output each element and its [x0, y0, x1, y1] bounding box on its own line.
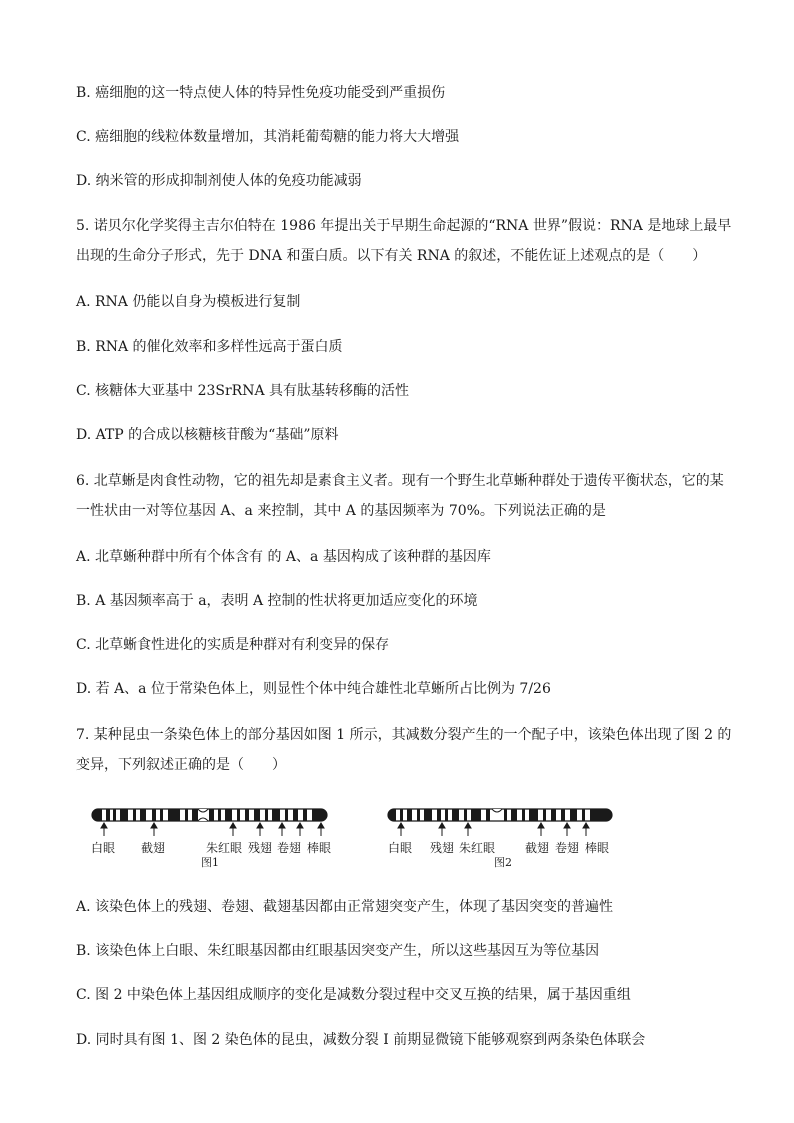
fig2-label-white-eye: 白眼: [388, 841, 413, 855]
fig2-label-curly-wing: 卷翅: [555, 841, 580, 855]
fig1-label-white-eye: 白眼: [91, 841, 116, 855]
q6-option-d: D. 若 A、a 位于常染色体上，则显性个体中纯合雄性北草蜥所占比例为 7/26: [76, 681, 551, 697]
q7-option-b: B. 该染色体上白眼、朱红眼基因都由红眼基因突变产生，所以这些基因互为等位基因: [76, 943, 600, 959]
q5-option-d: D. ATP 的合成以核糖核苷酸为“基础”原料: [76, 427, 339, 443]
q5-option-a: A. RNA 仍能以自身为模板进行复制: [76, 294, 301, 310]
q6-stem-line2: 一性状由一对等位基因 A、a 来控制，其中 A 的基因频率为 70%。下列说法正确的是: [76, 503, 606, 519]
fig1-label-vestigial-wing: 残翅: [248, 841, 273, 855]
fig1-label-curly-wing: 卷翅: [277, 841, 302, 855]
q7-option-a: A. 该染色体上的残翅、卷翅、截翅基因都由正常翅突变产生，体现了基因突变的普遍性: [76, 899, 614, 915]
chromosome-1: [92, 809, 327, 821]
fig1-caption: 图1: [201, 856, 219, 869]
q7-stem-line2: 变异，下列叙述正确的是（ ）: [76, 757, 286, 773]
fig2-arrows: [398, 823, 589, 836]
q4-option-b: B. 癌细胞的这一特点使人体的特异性免疫功能受到严重损伤: [76, 85, 446, 101]
fig1-label-vermilion-eye: 朱红眼: [206, 841, 243, 855]
q5-stem-line2: 出现的生命分子形式，先于 DNA 和蛋白质。以下有关 RNA 的叙述，不能佐证上述观点的是（ ）: [76, 248, 707, 264]
fig1-arrows: [101, 823, 324, 836]
q6-stem-line1: 6. 北草蜥是肉食性动物，它的祖先却是素食主义者。现有一个野生北草蜥种群处于遗传平衡状态，它的某: [76, 473, 724, 489]
q4-option-d: D. 纳米管的形成抑制剂使人体的免疫功能减弱: [76, 173, 362, 189]
fig2-label-bar-eye: 棒眼: [585, 841, 610, 855]
fig2-caption: 图2: [494, 856, 512, 869]
q6-option-a: A. 北草蜥种群中所有个体含有 的 A、a 基因构成了该种群的基因库: [76, 549, 491, 565]
fig2-label-vestigial-wing: 残翅: [430, 841, 455, 855]
q6-option-c: C. 北草蜥食性进化的实质是种群对有利变异的保存: [76, 637, 390, 653]
fig1-label-bar-eye: 棒眼: [307, 841, 332, 855]
q7-option-d: D. 同时具有图 1、图 2 染色体的昆虫，减数分裂 I 前期显微镜下能够观察到两条染色体联会: [76, 1032, 646, 1048]
q7-option-c: C. 图 2 中染色体上基因组成顺序的变化是减数分裂过程中交叉互换的结果，属于基因重组: [76, 987, 631, 1003]
fig2-label-vermilion-eye: 朱红眼: [459, 841, 496, 855]
chromosome-diagram: [0, 798, 794, 878]
chromosome-2: [388, 809, 612, 821]
q5-option-c: C. 核糖体大亚基中 23SrRNA 具有肽基转移酶的活性: [76, 383, 410, 399]
fig1-label-cut-wing: 截翅: [141, 841, 166, 855]
q5-stem-line1: 5. 诺贝尔化学奖得主吉尔伯特在 1986 年提出关于早期生命起源的“RNA 世界”假说：RNA 是地球上最早: [76, 218, 732, 234]
q4-option-c: C. 癌细胞的线粒体数量增加，其消耗葡萄糖的能力将大大增强: [76, 129, 460, 145]
chromosome-figure: [0, 798, 794, 878]
q7-stem-line1: 7. 某种昆虫一条染色体上的部分基因如图 1 所示，其减数分裂产生的一个配子中，该染色体出现了图 2 的: [76, 727, 732, 743]
fig2-label-cut-wing: 截翅: [525, 841, 550, 855]
q5-option-b: B. RNA 的催化效率和多样性远高于蛋白质: [76, 339, 343, 355]
q6-option-b: B. A 基因频率高于 a，表明 A 控制的性状将更加适应变化的环境: [76, 593, 478, 609]
